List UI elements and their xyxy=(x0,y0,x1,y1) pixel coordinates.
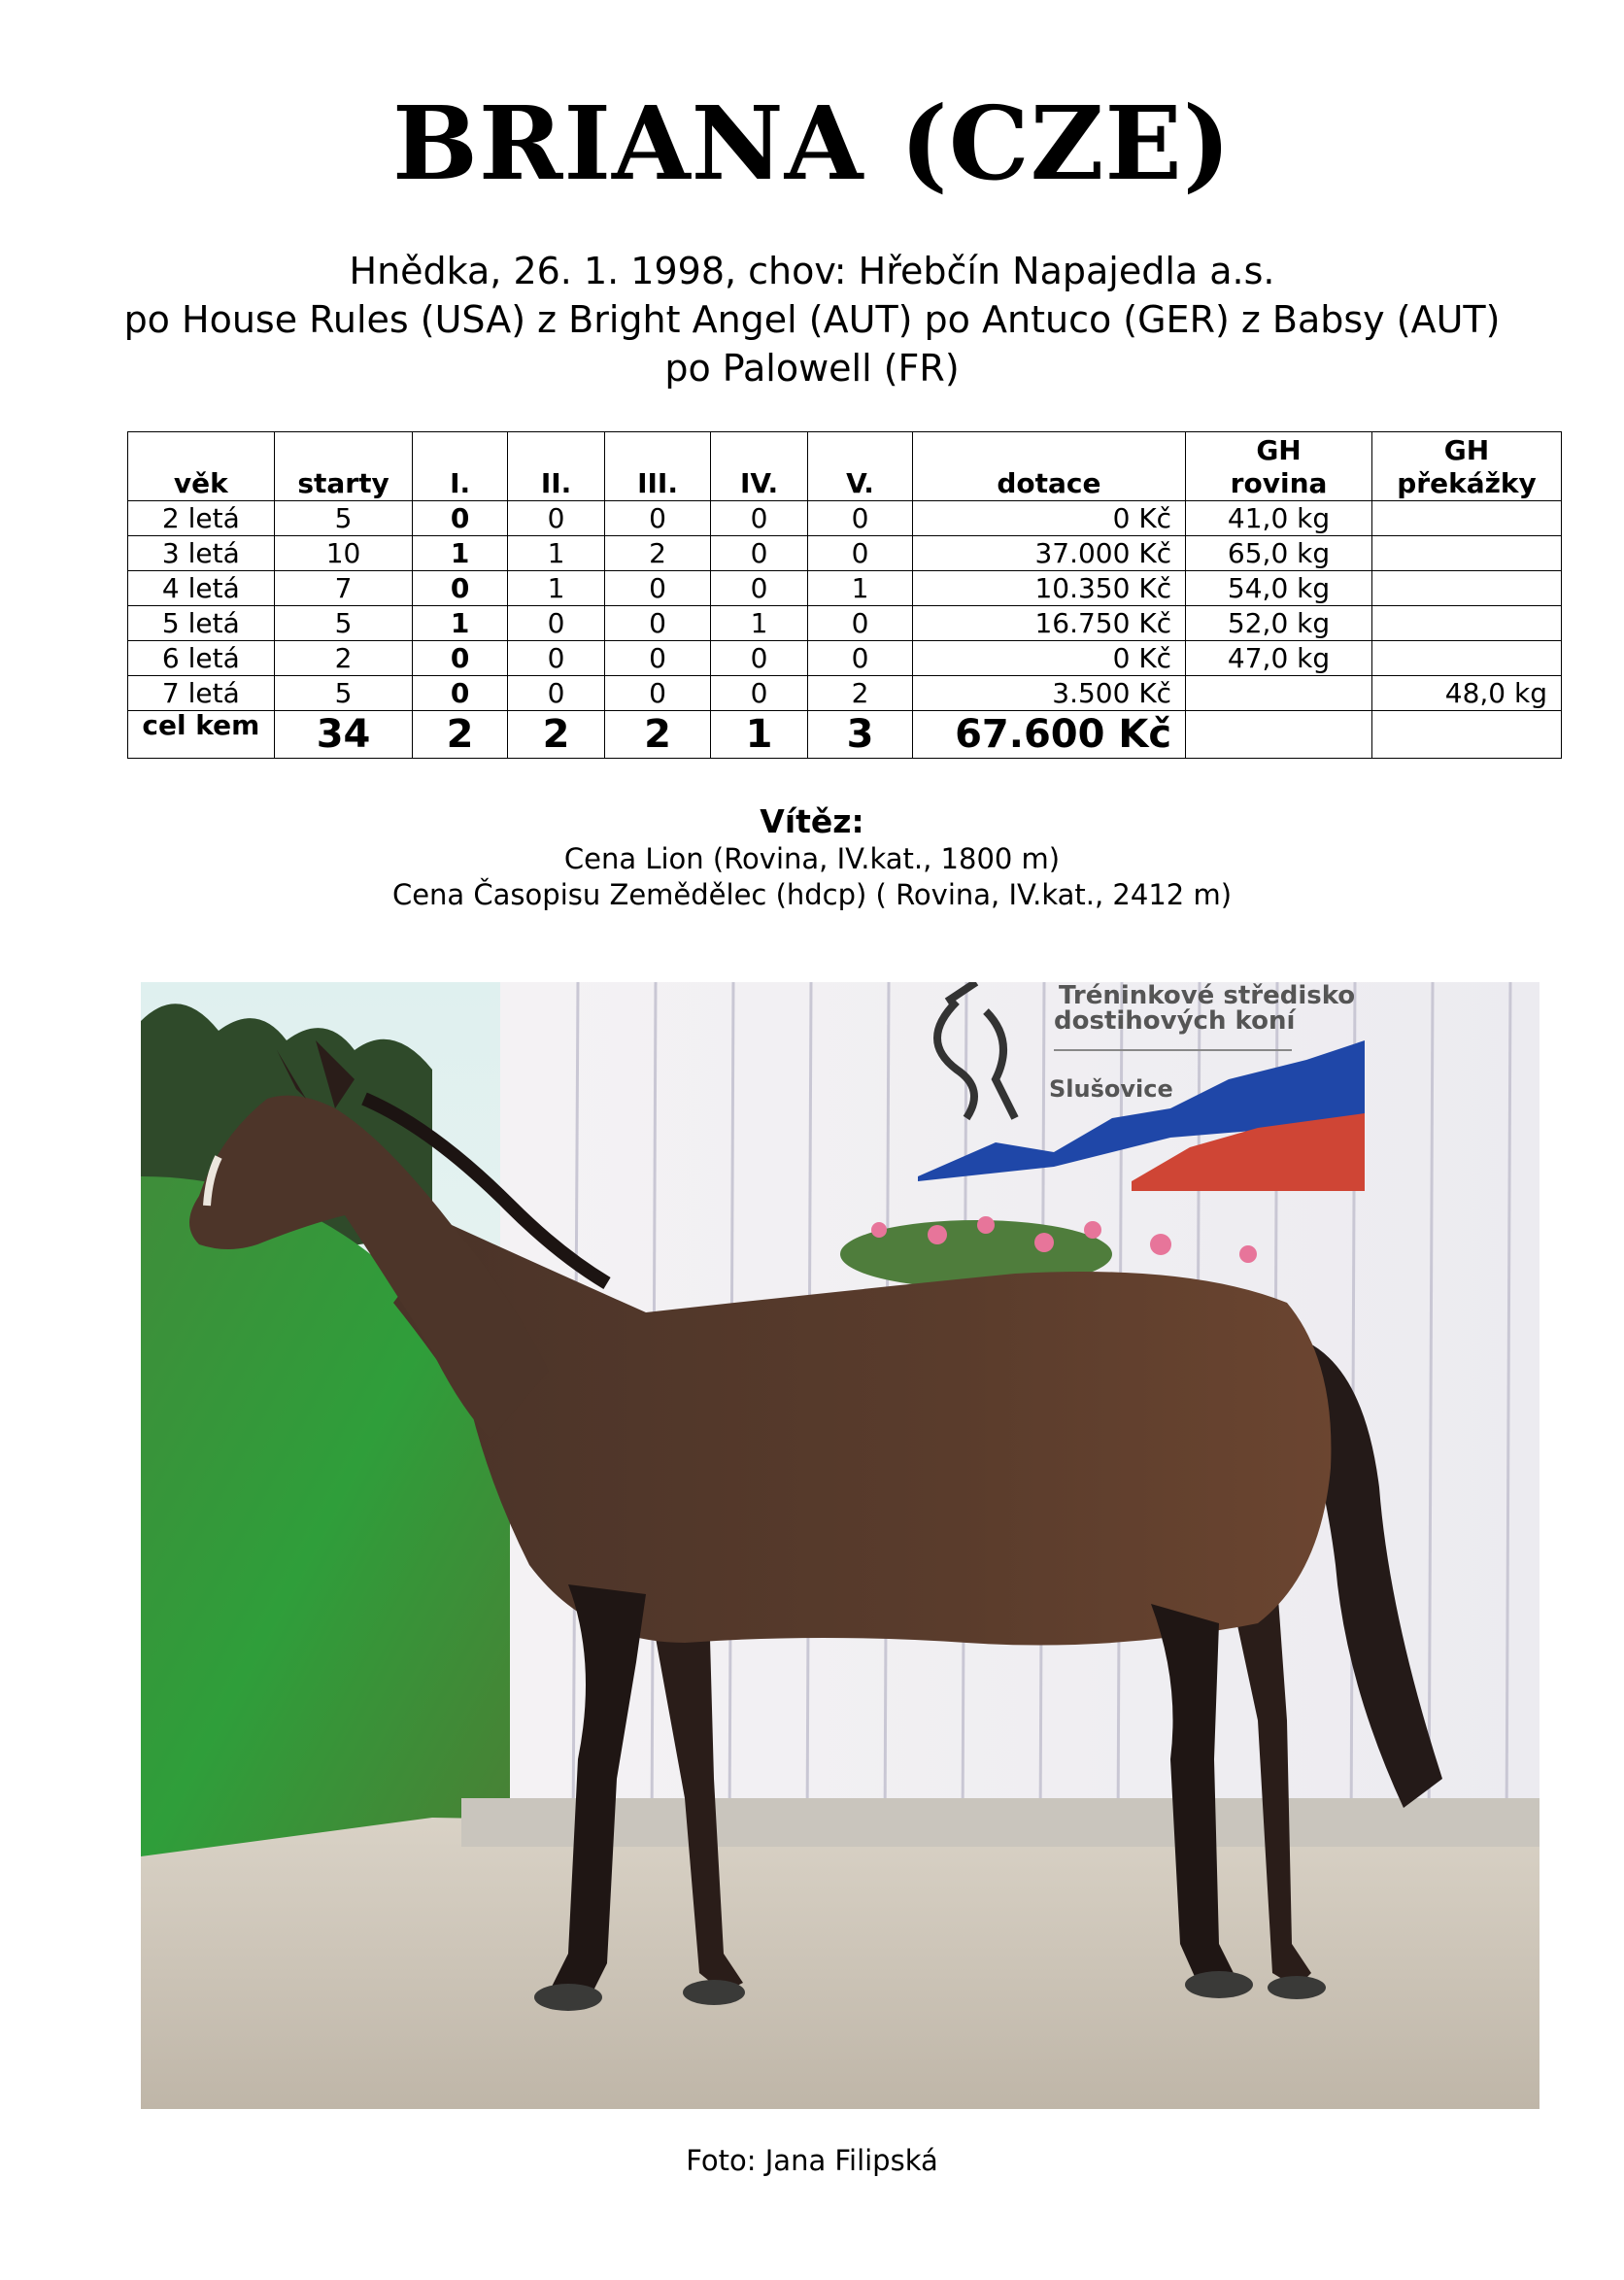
cell-place-1: 0 xyxy=(413,676,507,711)
cell-place-1: 0 xyxy=(413,641,507,676)
table-row xyxy=(128,501,1562,536)
pedigree-line-2: po House Rules (USA) z Bright Angel (AUT) po Antuco (GER) z Babsy (AUT) xyxy=(123,298,1501,341)
cell-place-4: 1 xyxy=(710,606,807,641)
winners-heading: Vítěz: xyxy=(760,802,864,840)
page-title: BRIANA (CZE) xyxy=(391,84,1232,203)
col-header-place-5: V. xyxy=(808,432,913,501)
cell-place-2: 1 xyxy=(507,571,604,606)
col-header-starts: starty xyxy=(274,432,413,501)
total-place-4: 1 xyxy=(710,711,807,759)
cell-age: 4 letá xyxy=(128,571,275,606)
table-row xyxy=(128,606,1562,641)
cell-place-5: 0 xyxy=(808,536,913,571)
cell-place-5: 0 xyxy=(808,606,913,641)
col-header-place-4: IV. xyxy=(710,432,807,501)
cell-prize: 3.500 Kč xyxy=(912,676,1185,711)
table-row xyxy=(128,676,1562,711)
cell-prize: 16.750 Kč xyxy=(912,606,1185,641)
total-prize: 67.600 Kč xyxy=(912,711,1185,759)
cell-gh-jump xyxy=(1372,536,1562,571)
cell-age: 7 letá xyxy=(128,676,275,711)
race-record-table xyxy=(127,431,1562,759)
pedigree-line-1: Hnědka, 26. 1. 1998, chov: Hřebčín Napajedla a.s. xyxy=(349,250,1275,292)
cell-prize: 0 Kč xyxy=(912,641,1185,676)
winner-race-1: Cena Lion (Rovina, IV.kat., 1800 m) xyxy=(563,842,1061,875)
pedigree-line-3: po Palowell (FR) xyxy=(664,347,960,390)
cell-starts: 7 xyxy=(274,571,413,606)
total-place-1: 2 xyxy=(413,711,507,759)
pedigree-block xyxy=(0,247,1624,392)
col-header-gh-jump: GH překážky xyxy=(1372,432,1562,501)
cell-gh-jump xyxy=(1372,606,1562,641)
cell-starts: 5 xyxy=(274,606,413,641)
cell-place-5: 0 xyxy=(808,501,913,536)
cell-place-2: 0 xyxy=(507,676,604,711)
cell-place-4: 0 xyxy=(710,501,807,536)
cell-age: 5 letá xyxy=(128,606,275,641)
cell-gh-flat: 54,0 kg xyxy=(1186,571,1372,606)
cell-place-1: 1 xyxy=(413,606,507,641)
col-header-prize: dotace xyxy=(912,432,1185,501)
cell-place-3: 0 xyxy=(605,641,711,676)
col-header-age: věk xyxy=(128,432,275,501)
cell-place-4: 0 xyxy=(710,641,807,676)
sign-line-2: dostihových koní xyxy=(1054,1006,1296,1036)
cell-place-3: 2 xyxy=(605,536,711,571)
table-row xyxy=(128,571,1562,606)
winner-race-2: Cena Časopisu Zemědělec (hdcp) ( Rovina, IV.kat., 2412 m) xyxy=(391,878,1233,911)
total-place-2: 2 xyxy=(507,711,604,759)
cell-prize: 37.000 Kč xyxy=(912,536,1185,571)
cell-place-2: 0 xyxy=(507,606,604,641)
total-gh-flat xyxy=(1186,711,1372,759)
cell-gh-jump xyxy=(1372,571,1562,606)
wall-base xyxy=(461,1798,1539,1847)
cell-place-5: 0 xyxy=(808,641,913,676)
cell-gh-flat xyxy=(1186,676,1372,711)
cell-place-3: 0 xyxy=(605,606,711,641)
cell-place-2: 1 xyxy=(507,536,604,571)
col-header-place-1: I. xyxy=(413,432,507,501)
cell-place-1: 0 xyxy=(413,571,507,606)
cell-prize: 10.350 Kč xyxy=(912,571,1185,606)
cell-starts: 10 xyxy=(274,536,413,571)
cell-gh-flat: 52,0 kg xyxy=(1186,606,1372,641)
cell-gh-jump xyxy=(1372,641,1562,676)
cell-place-3: 0 xyxy=(605,676,711,711)
winners-block xyxy=(0,802,1624,913)
cell-place-4: 0 xyxy=(710,571,807,606)
cell-place-3: 0 xyxy=(605,571,711,606)
table-total-row xyxy=(128,711,1562,759)
col-header-place-3: III. xyxy=(605,432,711,501)
col-header-gh-flat: GH rovina xyxy=(1186,432,1372,501)
cell-age: 3 letá xyxy=(128,536,275,571)
sign-line-3: Slušovice xyxy=(1049,1075,1173,1103)
cell-place-5: 1 xyxy=(808,571,913,606)
cell-place-4: 0 xyxy=(710,676,807,711)
cell-place-4: 0 xyxy=(710,536,807,571)
cell-starts: 5 xyxy=(274,676,413,711)
table-row xyxy=(128,641,1562,676)
cell-place-1: 1 xyxy=(413,536,507,571)
col-header-place-2: II. xyxy=(507,432,604,501)
cell-gh-jump xyxy=(1372,501,1562,536)
cell-place-2: 0 xyxy=(507,641,604,676)
cell-place-5: 2 xyxy=(808,676,913,711)
cell-place-2: 0 xyxy=(507,501,604,536)
sign-line-1: Tréninkové středisko xyxy=(1059,982,1356,1010)
cell-starts: 5 xyxy=(274,501,413,536)
cell-gh-flat: 41,0 kg xyxy=(1186,501,1372,536)
cell-place-1: 0 xyxy=(413,501,507,536)
total-starts: 34 xyxy=(274,711,413,759)
cell-age: 2 letá xyxy=(128,501,275,536)
cell-age: 6 letá xyxy=(128,641,275,676)
table-header-row xyxy=(128,432,1562,501)
total-gh-jump xyxy=(1372,711,1562,759)
cell-gh-jump: 48,0 kg xyxy=(1372,676,1562,711)
cell-place-3: 0 xyxy=(605,501,711,536)
ground xyxy=(141,1818,1539,2109)
cell-starts: 2 xyxy=(274,641,413,676)
table-row xyxy=(128,536,1562,571)
total-label: cel kem xyxy=(128,711,275,759)
total-place-5: 3 xyxy=(808,711,913,759)
horse-photo xyxy=(141,982,1539,2109)
cell-prize: 0 Kč xyxy=(912,501,1185,536)
cell-gh-flat: 47,0 kg xyxy=(1186,641,1372,676)
photo-credit: Foto: Jana Filipská xyxy=(686,2144,938,2177)
cell-gh-flat: 65,0 kg xyxy=(1186,536,1372,571)
total-place-3: 2 xyxy=(605,711,711,759)
